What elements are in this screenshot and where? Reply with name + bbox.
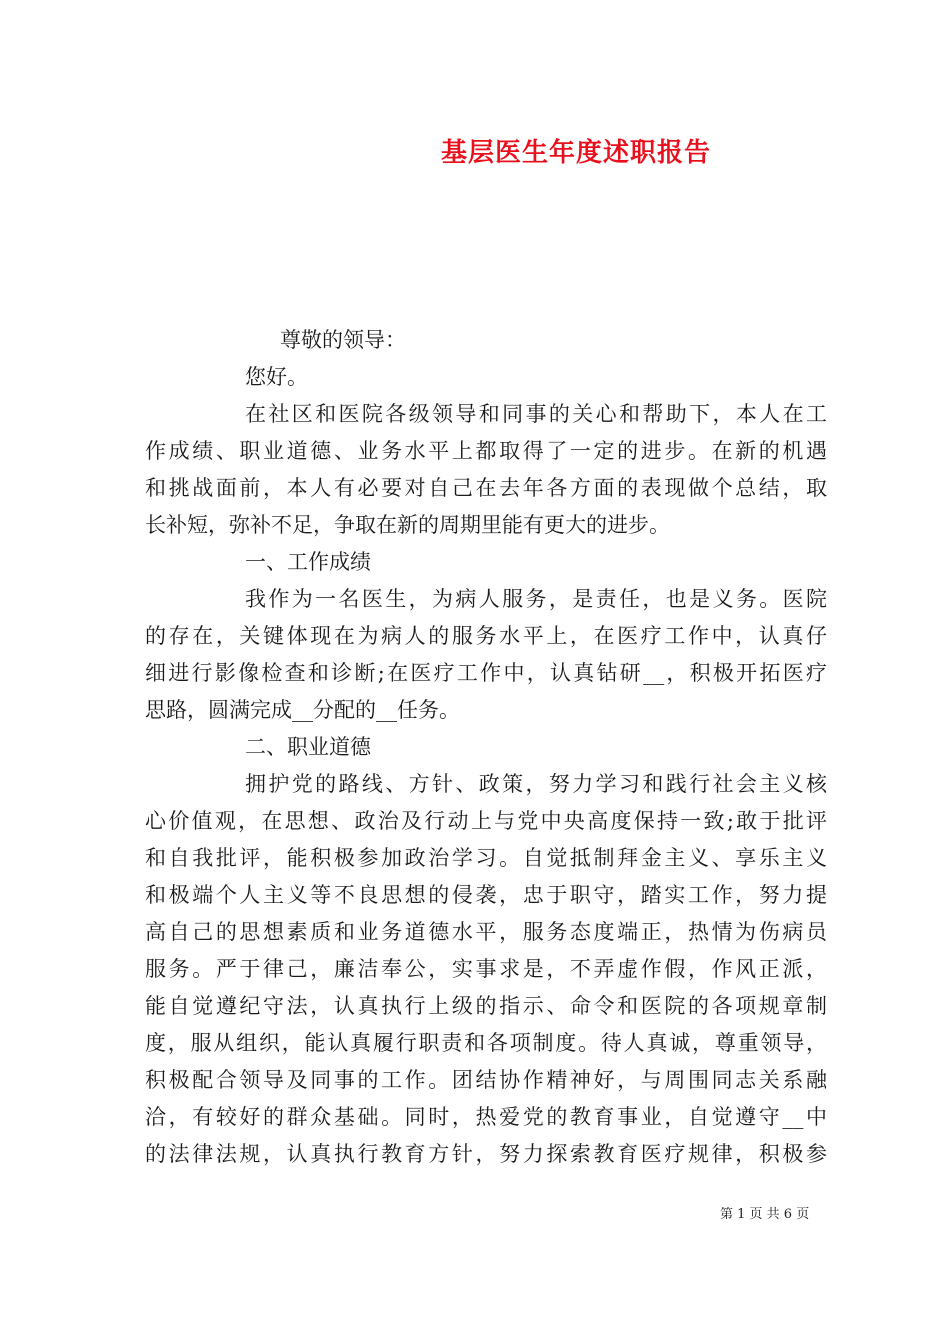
paragraph-line: 和自我批评，能积极参加政治学习。自觉抵制拜金主义、享乐主义 xyxy=(145,846,827,870)
paragraph-line: 能自觉遵纪守法，认真执行上级的指示、命令和医院的各项规章制 xyxy=(145,994,827,1018)
paragraph-line: 拥护党的路线、方针、政策，努力学习和践行社会主义核 xyxy=(245,772,827,796)
document-title: 基层医生年度述职报告 xyxy=(440,138,711,168)
paragraph-line: 细进行影像检查和诊断;在医疗工作中，认真钻研__，积极开拓医疗 xyxy=(145,661,827,685)
paragraph-line: 积极配合领导及同事的工作。团结协作精神好，与周围同志关系融 xyxy=(145,1068,827,1092)
greeting: 您好。 xyxy=(245,365,308,389)
paragraph-line: 作成绩、职业道德、业务水平上都取得了一定的进步。在新的机遇 xyxy=(145,439,827,463)
paragraph-line: 的法律法规，认真执行教育方针，努力探索教育医疗规律，积极参 xyxy=(145,1142,827,1166)
paragraph-line: 长补短，弥补不足，争取在新的周期里能有更大的进步。 xyxy=(145,513,670,537)
paragraph-line: 在社区和医院各级领导和同事的关心和帮助下，本人在工 xyxy=(245,402,827,426)
page-number: 第 1 页 共 6 页 xyxy=(720,1207,810,1222)
section-heading: 一、工作成绩 xyxy=(245,550,371,574)
paragraph-line: 心价值观，在思想、政治及行动上与党中央高度保持一致;敢于批评 xyxy=(145,809,827,833)
paragraph-line: 和极端个人主义等不良思想的侵袭，忠于职守，踏实工作，努力提 xyxy=(145,883,827,907)
paragraph-line: 我作为一名医生，为病人服务，是责任，也是义务。医院 xyxy=(245,587,827,611)
paragraph-line: 的存在，关键体现在为病人的服务水平上，在医疗工作中，认真仔 xyxy=(145,624,827,648)
paragraph-line: 度，服从组织，能认真履行职责和各项制度。待人真诚，尊重领导， xyxy=(145,1031,827,1055)
paragraph-line: 洽，有较好的群众基础。同时，热爱党的教育事业，自觉遵守__中 xyxy=(145,1105,827,1129)
document-body xyxy=(145,322,827,1173)
salutation: 尊敬的领导： xyxy=(280,328,406,352)
paragraph-line: 思路，圆满完成__分配的__任务。 xyxy=(145,698,460,722)
paragraph-line: 服务。严于律己，廉洁奉公，实事求是，不弄虚作假，作风正派， xyxy=(145,957,827,981)
section-heading: 二、职业道德 xyxy=(245,735,371,759)
paragraph-line: 和挑战面前，本人有必要对自己在去年各方面的表现做个总结，取 xyxy=(145,476,827,500)
paragraph-line: 高自己的思想素质和业务道德水平，服务态度端正，热情为伤病员 xyxy=(145,920,827,944)
